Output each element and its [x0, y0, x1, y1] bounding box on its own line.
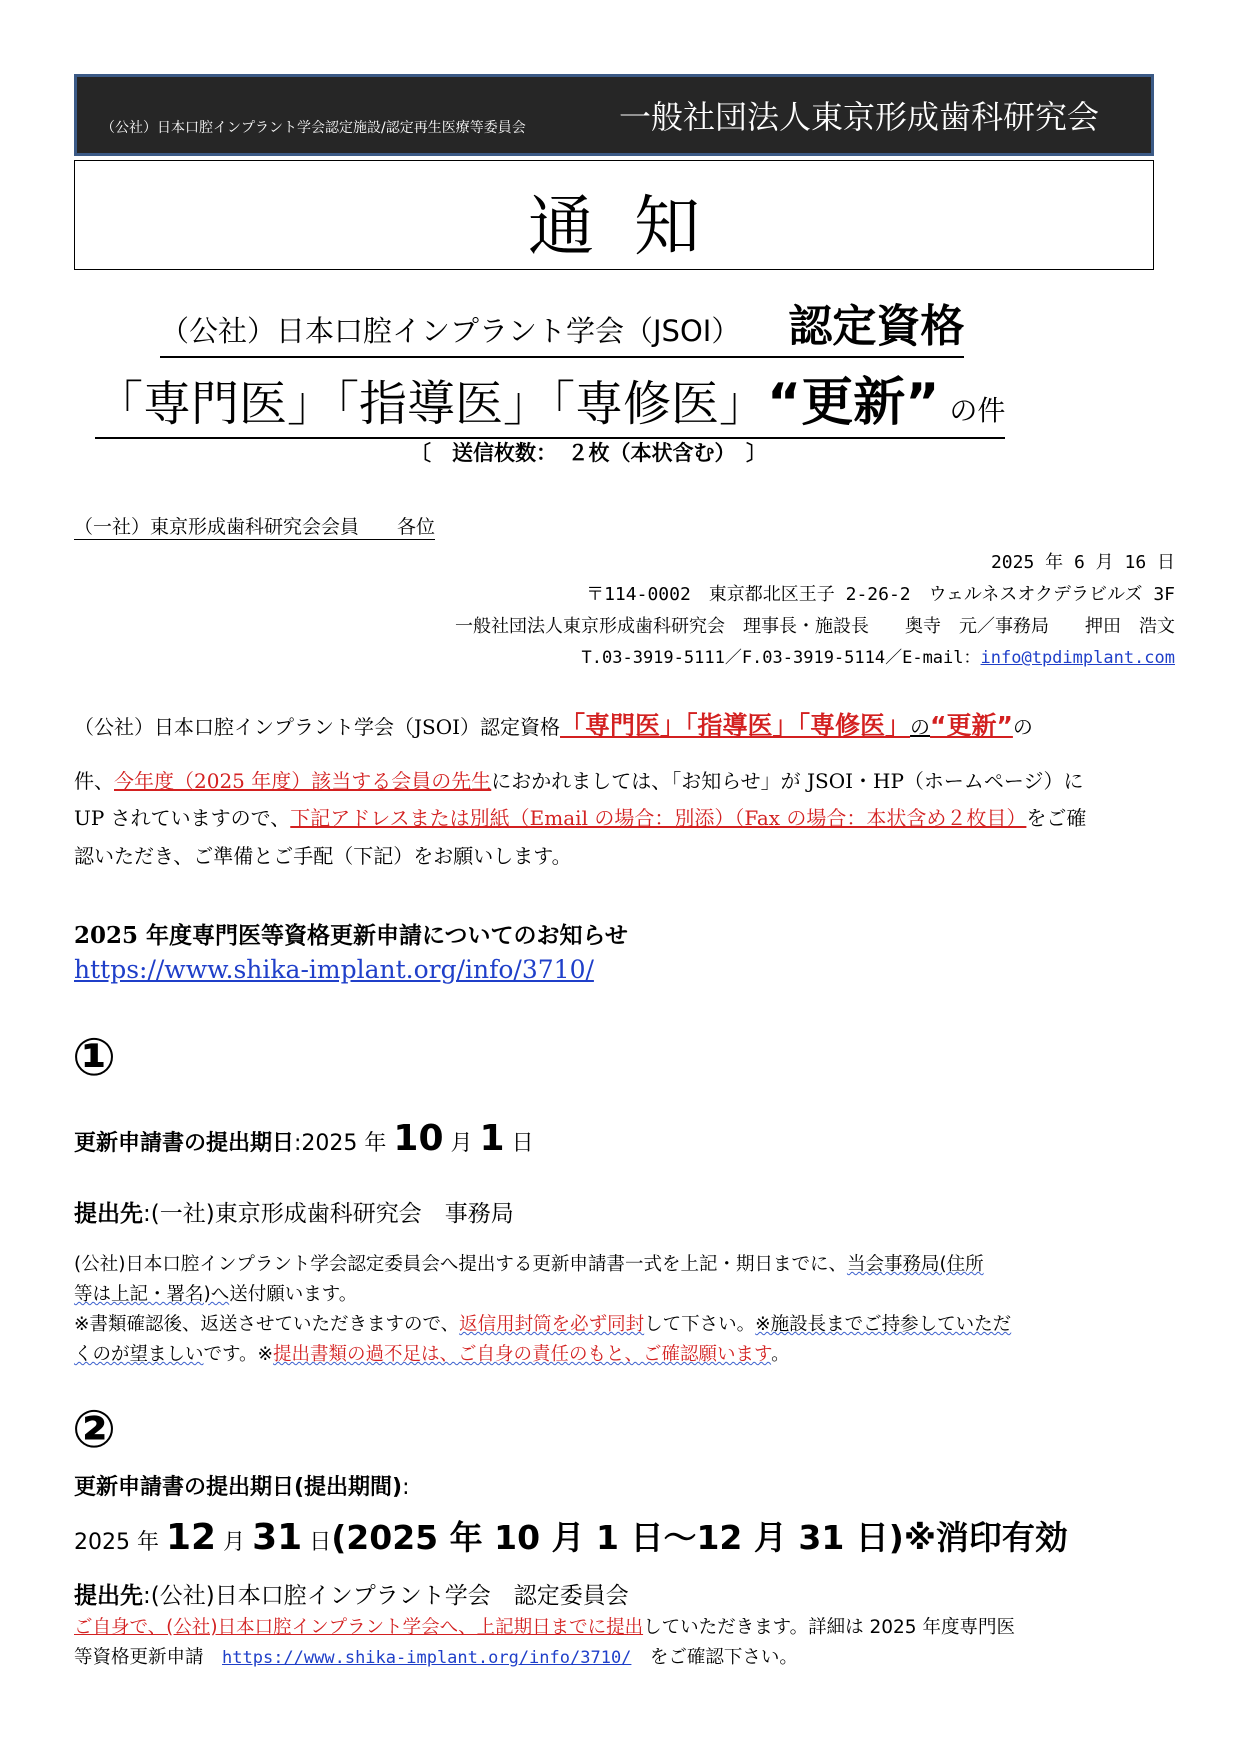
destination-label: 提出先 [74, 1201, 143, 1227]
subtitle-line-2 [95, 360, 1005, 439]
deadline-month-unit: 月 [216, 1530, 253, 1555]
body-text: （公社）日本口腔インプラント学会（JSOI）認定資格 [74, 715, 561, 739]
deadline-day-unit: 日 [504, 1131, 534, 1156]
note-line [74, 1613, 1169, 1643]
body-text: におかれましては、「お知らせ」が JSOI・HP（ホームページ）に [491, 769, 1084, 793]
deadline-day-unit: 日 [302, 1530, 332, 1555]
body-line-4: 認いただき、ご準備とご手配（下記）をお願いします。 [74, 844, 572, 868]
info-title: 2025 年度専門医等資格更新申請についてのお知らせ [74, 922, 628, 949]
deadline-label: 更新申請書の提出期日(提出期間) [74, 1475, 403, 1500]
section-2-notes [74, 1613, 1169, 1673]
note-text: をご確認下さい。 [631, 1647, 798, 1668]
banner-org-name: 一般社団法人東京形成歯科研究会 [619, 98, 1100, 136]
pages-count: 〔 送信枚数： ２枚（本状含む） 〕 [410, 440, 767, 465]
subtitle-society: （公社）日本口腔インプラント学会（JSOI） [160, 314, 741, 348]
note-url-link[interactable]: https://www.shika-implant.org/info/3710/ [222, 1648, 632, 1668]
section-1-destination [74, 1195, 514, 1228]
subtitle-suffix: の件 [949, 394, 1006, 427]
note-line [74, 1280, 1169, 1310]
note-text: ※書類確認後、返送させていただきますので、 [74, 1314, 460, 1335]
notice-title: 通知 [528, 188, 740, 265]
body-line-2 [74, 760, 1169, 802]
body-reference: 下記アドレスまたは別紙（Email の場合：別添）（Fax の場合：本状含め２枚目） [290, 806, 1027, 830]
header-banner [74, 74, 1154, 156]
body-line-1 [74, 705, 1169, 748]
sender-officers: 一般社団法人東京形成歯科研究会 理事長・施設長 奥寺 元／事務局 押田 浩文 [455, 616, 1175, 637]
deadline-year: 2025 年 [74, 1530, 166, 1555]
date: 2025 年 6 月 16 日 [990, 552, 1175, 573]
note-text: 送付願います。 [229, 1284, 358, 1305]
destination-value: :(公社)日本口腔インプラント学会 認定委員会 [143, 1583, 629, 1609]
note-text: (公社)日本口腔インプラント学会認定委員会へ提出する更新申請書一式を上記・期日までに、 [74, 1254, 847, 1275]
section-2-deadline [74, 1512, 1068, 1559]
body-target-members: 今年度（2025 年度）該当する会員の先生 [114, 769, 492, 793]
section-1-notes [74, 1250, 1169, 1370]
email-link[interactable]: info@tpdimplant.com [980, 648, 1175, 668]
note-text: して下さい。 [644, 1314, 756, 1335]
section-2-mark: ② [72, 1400, 117, 1460]
subtitle-renewal: “更新” [767, 373, 940, 433]
sender-address: 〒114-0002 東京都北区王子 2-26-2 ウェルネスオクデラビルズ 3F [586, 584, 1175, 605]
section-1-deadline [74, 1118, 534, 1159]
destination-value: :(一社)東京形成歯科研究会 事務局 [143, 1201, 514, 1227]
note-office: 当会事務局(住所 [846, 1254, 984, 1275]
note-office: 等は上記・署名)へ [74, 1284, 230, 1305]
body-text: UP されていますので、 [74, 806, 291, 830]
body-roles: 「専門医」「指導医」「専修医」 [560, 711, 911, 740]
body-text: の [910, 715, 931, 739]
notice-title-box [74, 160, 1154, 270]
deadline-month: 12 [165, 1517, 217, 1558]
note-bring: ※施設長までご持参していただ [755, 1314, 1012, 1335]
subtitle-roles: 「専門医」「指導医」「専修医」 [95, 376, 768, 432]
section-1-mark: ① [72, 1028, 117, 1088]
note-text: していただきます。詳細は 2025 年度専門医 [643, 1617, 1015, 1638]
note-text: です。※ [203, 1344, 274, 1365]
subtitle-line-1 [160, 290, 964, 358]
info-url-link[interactable]: https://www.shika-implant.org/info/3710/ [74, 955, 594, 984]
note-line [74, 1310, 1169, 1340]
deadline-day: 1 [479, 1118, 505, 1159]
sender-contact [582, 643, 1175, 668]
deadline-month: 10 [393, 1118, 444, 1159]
note-self-submit: ご自身で、(公社)日本口腔インプラント学会へ、上記期日までに提出 [74, 1617, 644, 1638]
section-2-deadline-label [74, 1470, 410, 1501]
section-2-destination [74, 1577, 629, 1610]
body-text: の [1012, 715, 1033, 739]
note-text: 。 [771, 1344, 790, 1365]
addressee: （一社）東京形成歯科研究会会員 各位 [74, 512, 435, 540]
deadline-label: 更新申請書の提出期日 [74, 1131, 295, 1156]
note-line [74, 1643, 1169, 1673]
deadline-month-unit: 月 [443, 1131, 480, 1156]
body-text: をご確 [1026, 806, 1087, 830]
note-bring: くのが望ましい [74, 1344, 204, 1365]
body-renewal: “更新” [930, 711, 1013, 740]
deadline-period: (2025 年 10 月 1 日～12 月 31 日)※消印有効 [331, 1518, 1068, 1557]
body-line-3 [74, 797, 1169, 839]
body-text: 件、 [74, 769, 114, 793]
deadline-colon: : [402, 1475, 410, 1500]
destination-label: 提出先 [74, 1583, 143, 1609]
banner-subtitle: （公社）日本口腔インプラント学会認定施設/認定再生医療等委員会 [101, 120, 526, 136]
note-responsibility: 提出書類の過不足は、ご自身の責任のもと、ご確認願います [273, 1344, 772, 1365]
deadline-year: :2025 年 [294, 1131, 394, 1156]
note-line [74, 1250, 1169, 1280]
deadline-day: 31 [252, 1517, 303, 1558]
note-return-envelope: 返信用封筒を必ず同封 [459, 1314, 645, 1335]
note-line [74, 1340, 1169, 1370]
subtitle-qualification: 認定資格 [788, 301, 965, 352]
contact-phone-fax: T.03-3919-5111／F.03-3919-5114／E-mail： [581, 648, 981, 668]
note-text: 等資格更新申請 [74, 1647, 223, 1668]
